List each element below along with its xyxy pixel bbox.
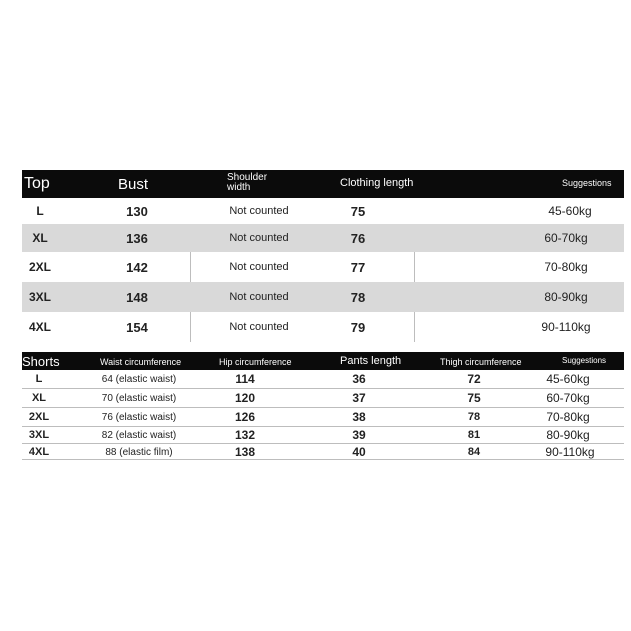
waist-cell: 82 (elastic waist) (101, 429, 177, 441)
length-cell: 79 (350, 319, 366, 335)
thigh-cell: 78 (467, 411, 481, 423)
waist-cell: 64 (elastic waist) (101, 373, 177, 385)
suggestion-cell: 80-90kg (544, 290, 588, 304)
suggestion-cell: 60-70kg (546, 391, 590, 405)
hip-cell: 114 (235, 372, 255, 386)
header-top: Top (24, 175, 50, 192)
table-row (22, 370, 624, 388)
suggestion-cell: 90-110kg (541, 320, 591, 334)
suggestion-cell: 45-60kg (548, 204, 592, 218)
hip-cell: 126 (234, 410, 256, 424)
thigh-cell: 84 (467, 446, 481, 458)
length-cell: 76 (350, 230, 366, 246)
table-row (22, 224, 624, 252)
suggestion-cell: 70-80kg (544, 260, 588, 274)
header-clothing-length: Clothing length (340, 177, 414, 189)
bust-cell: 136 (126, 230, 148, 246)
thigh-cell: 72 (467, 372, 481, 386)
suggestion-cell: 90-110kg (545, 445, 595, 459)
suggestion-cell: 70-80kg (546, 410, 590, 424)
bust-cell: 142 (126, 259, 148, 275)
hip-cell: 132 (234, 428, 256, 442)
size-cell: 2XL (28, 411, 50, 423)
table-row (22, 312, 624, 342)
pants-length-cell: 37 (352, 391, 366, 405)
waist-cell: 76 (elastic waist) (101, 411, 177, 423)
size-cell: L (36, 204, 44, 218)
shoulder-cell: Not counted (229, 232, 289, 244)
suggestion-cell: 45-60kg (546, 372, 590, 386)
hip-cell: 120 (234, 391, 256, 405)
shoulder-cell: Not counted (229, 261, 289, 273)
length-cell: 78 (350, 289, 366, 305)
suggestion-cell: 80-90kg (546, 428, 590, 442)
size-cell: 3XL (28, 429, 50, 441)
hip-cell: 138 (234, 445, 256, 459)
top-size-table (22, 170, 624, 346)
header-pants-length: Pants length (340, 355, 402, 367)
bust-cell: 154 (126, 319, 148, 335)
bust-cell: 130 (126, 203, 148, 219)
pants-length-cell: 40 (352, 445, 366, 459)
table-row (22, 252, 624, 282)
bust-cell: 148 (126, 289, 148, 305)
thigh-cell: 75 (467, 391, 481, 405)
header-hip: Hip circumference (219, 357, 292, 367)
size-cell: 3XL (28, 290, 51, 304)
size-cell: L (35, 373, 43, 385)
table-row (22, 389, 624, 407)
size-cell: 4XL (28, 446, 50, 458)
shorts-table-header (22, 352, 624, 370)
top-table-header (22, 170, 624, 198)
pants-length-cell: 39 (352, 428, 366, 442)
table-row (22, 198, 624, 224)
length-cell: 77 (350, 259, 366, 275)
size-cell: 4XL (28, 320, 51, 334)
header-suggestions: Suggestions (562, 178, 612, 188)
suggestion-cell: 60-70kg (544, 231, 588, 245)
shoulder-cell: Not counted (229, 205, 289, 217)
size-cell: 2XL (28, 260, 51, 274)
header-bust: Bust (118, 176, 149, 193)
length-cell: 75 (350, 203, 366, 219)
table-row (22, 408, 624, 426)
waist-cell: 88 (elastic film) (105, 446, 173, 458)
header-thigh: Thigh circumference (440, 357, 522, 367)
header-shoulder-width: Shoulder width (227, 172, 268, 193)
table-row (22, 282, 624, 312)
shoulder-cell: Not counted (229, 321, 289, 333)
size-cell: XL (31, 392, 47, 404)
size-cell: XL (32, 231, 48, 245)
header-shorts: Shorts (22, 354, 60, 369)
shoulder-cell: Not counted (229, 291, 289, 303)
table-row (22, 444, 624, 460)
header-suggestions: Suggestions (562, 356, 607, 365)
pants-length-cell: 36 (352, 372, 366, 386)
shorts-size-table (22, 352, 624, 460)
pants-length-cell: 38 (352, 410, 366, 424)
header-waist: Waist circumference (100, 357, 182, 367)
table-row (22, 427, 624, 443)
waist-cell: 70 (elastic waist) (101, 392, 177, 404)
thigh-cell: 81 (467, 429, 481, 441)
